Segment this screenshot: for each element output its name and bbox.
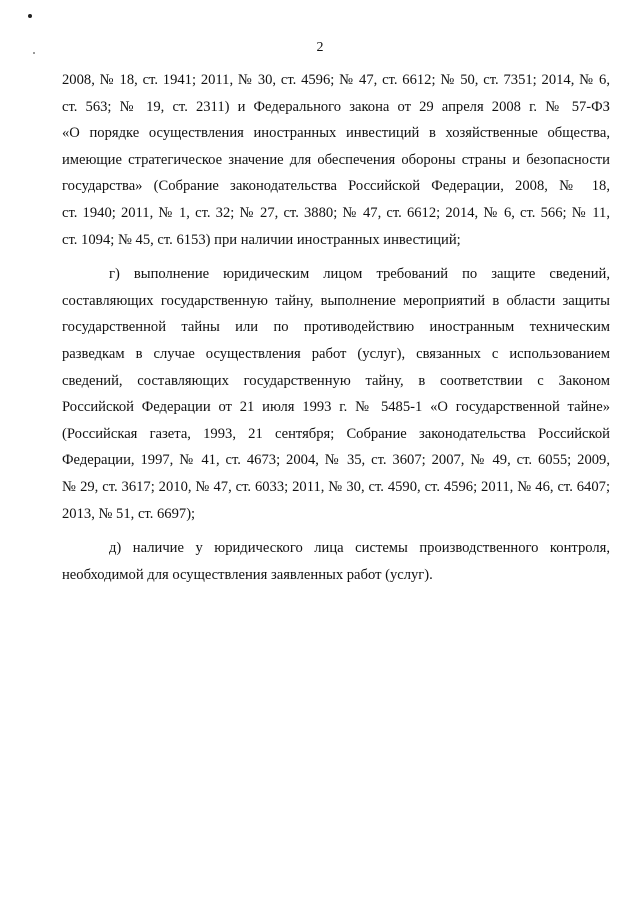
text-line: 2008, № 18, ст. 1941; 2011, № 30, ст. 4596; № 47, ст. 6612; № 50, ст. 7351; 2014, № 6, [62, 72, 610, 88]
text-line: составляющих государственную тайну, выполнение мероприятий в области защиты [62, 292, 610, 309]
text-line: г) выполнение юридическим лицом требований по защите сведений, [109, 266, 610, 283]
text-line: ст. 1094; № 45, ст. 6153) при наличии иностранных инвестиций; [62, 231, 461, 248]
text-line: сведений, составляющих государственную тайну, в соответствии с Законом [62, 372, 610, 389]
text-line: 2013, № 51, ст. 6697); [62, 505, 196, 522]
text-line: «О порядке осуществления иностранных инвестиций в хозяйственные общества, [62, 125, 610, 142]
text-line: необходимой для осуществления заявленных работ (услуг). [62, 566, 433, 583]
scan-speck [28, 14, 32, 18]
text-line: разведкам в случае осуществления работ (услуг), связанных с использованием [62, 345, 610, 362]
text-line: имеющие стратегическое значение для обеспечения обороны страны и безопасности [62, 151, 610, 168]
paragraph-item-g [62, 261, 610, 527]
text-line: д) наличие у юридического лица системы производственного контроля, [109, 540, 610, 557]
paragraph-item-d [62, 535, 610, 588]
text-line: ст. 563; № 19, ст. 2311) и Федерального закона от 29 апреля 2008 г. № 57-ФЗ [62, 98, 610, 115]
paragraph-gap [62, 527, 610, 535]
page-number: 2 [316, 40, 324, 55]
document-body [62, 67, 610, 588]
text-line: государства» (Собрание законодательства Российской Федерации, 2008, № 18, [62, 178, 610, 195]
paragraph-gap [62, 253, 610, 261]
paragraph-continuation [62, 67, 610, 253]
text-line: ст. 1940; 2011, № 1, ст. 32; № 27, ст. 3880; № 47, ст. 6612; 2014, № 6, ст. 566; № 11, [62, 204, 610, 221]
text-line: Российской Федерации от 21 июля 1993 г. № 5485-1 «О государственной тайне» [62, 399, 610, 416]
text-line: № 29, ст. 3617; 2010, № 47, ст. 6033; 2011, № 30, ст. 4590, ст. 4596; 2011, № 46, ст. 6407; [62, 478, 610, 495]
text-line: Федерации, 1997, № 41, ст. 4673; 2004, № 35, ст. 3607; 2007, № 49, ст. 6055; 2009, [62, 452, 610, 469]
text-line: (Российская газета, 1993, 21 сентября; Собрание законодательства Российской [62, 425, 610, 442]
text-line: государственной тайны или по противодействию иностранным техническим [62, 319, 610, 336]
